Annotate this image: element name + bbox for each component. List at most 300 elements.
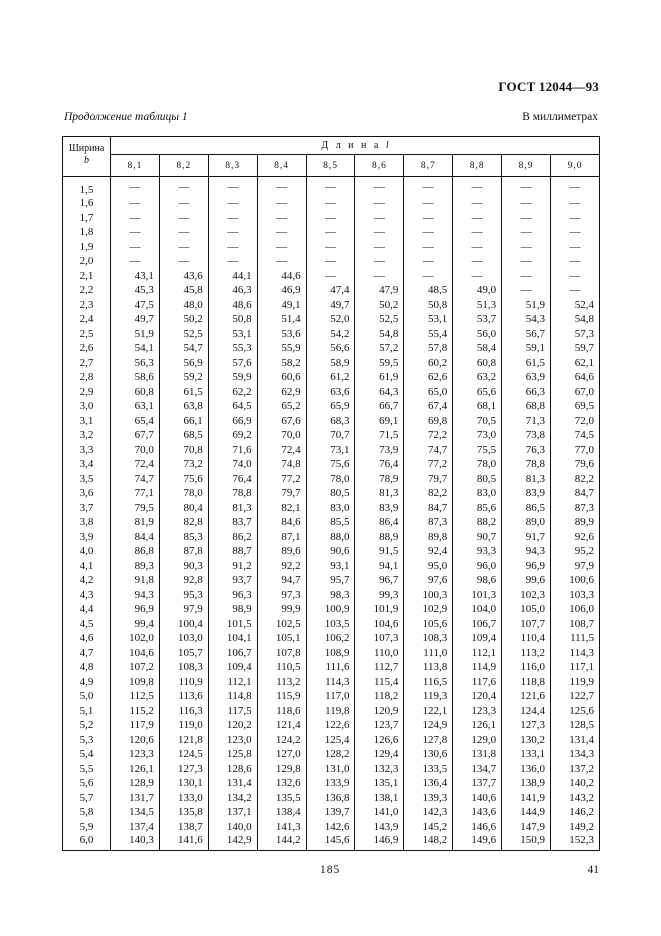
table-cell: 134,3 [551,747,600,762]
table-row [63,443,600,458]
table-cell: 126,6 [355,733,404,748]
width-value: 2,8 [63,370,111,385]
table-cell: 115,2 [111,704,160,719]
table-cell: 143,2 [551,791,600,806]
table-cell: — [306,269,355,284]
table-cell: — [159,225,208,240]
table-cell: 85,3 [159,530,208,545]
table-cell: 47,4 [306,283,355,298]
table-cell: 67,6 [257,414,306,429]
table-cell: 115,4 [355,675,404,690]
table-cell: 114,9 [453,660,502,675]
table-cell: 119,3 [404,689,453,704]
table-row [63,718,600,733]
table-cell: 145,2 [404,820,453,835]
table-cell: 136,8 [306,791,355,806]
table-cell: 141,9 [502,791,551,806]
table-cell: 65,4 [111,414,160,429]
table-cell: 63,2 [453,370,502,385]
table-cell: 127,0 [257,747,306,762]
table-cell: 146,9 [355,834,404,851]
table-cell: 84,4 [111,530,160,545]
table-cell: 106,0 [551,602,600,617]
table-row [63,689,600,704]
table-cell: 90,3 [159,559,208,574]
table-cell: 74,7 [404,443,453,458]
table-cell: 66,7 [355,399,404,414]
table-cell: 106,7 [453,617,502,632]
table-cell: 118,6 [257,704,306,719]
table-cell: 53,1 [208,327,257,342]
table-cell: — [159,240,208,255]
table-cell: 99,6 [502,573,551,588]
table-cell: 54,8 [551,312,600,327]
table-cell: — [306,177,355,197]
table-cell: 59,2 [159,370,208,385]
table-cell: 92,4 [404,544,453,559]
table-cell: 89,3 [111,559,160,574]
table-cell: 113,2 [502,646,551,661]
table-cell: 59,5 [355,356,404,371]
table-cell: 146,2 [551,805,600,820]
table-cell: — [502,177,551,197]
table-cell: 98,9 [208,602,257,617]
width-label: Ширина [68,143,105,154]
table-cell: 60,8 [111,385,160,400]
table-row [63,341,600,356]
table-cell: 89,8 [404,530,453,545]
table-cell: 75,6 [159,472,208,487]
width-value: 6,0 [63,834,111,851]
table-cell: 131,8 [453,747,502,762]
table-row [63,515,600,530]
table-cell: 58,9 [306,356,355,371]
table-cell: 85,5 [306,515,355,530]
table-row [63,225,600,240]
table-cell: 95,0 [404,559,453,574]
table-cell: 135,5 [257,791,306,806]
table-cell: — [159,254,208,269]
table-cell: 131,0 [306,762,355,777]
table-cell: 86,2 [208,530,257,545]
width-value: 3,5 [63,472,111,487]
table-row [63,530,600,545]
table-cell: 136,4 [404,776,453,791]
table-cell: 65,0 [404,385,453,400]
table-row [63,457,600,472]
table-cell: — [404,254,453,269]
table-row [63,820,600,835]
table-cell: — [502,269,551,284]
table-cell: 48,0 [159,298,208,313]
table-cell: — [502,240,551,255]
table-cell: 69,5 [551,399,600,414]
width-header [63,137,111,177]
table-cell: 80,4 [159,501,208,516]
table-cell: — [551,269,600,284]
table-cell: 144,9 [502,805,551,820]
table-row [63,370,600,385]
width-value: 4,9 [63,675,111,690]
table-cell: — [257,196,306,211]
table-cell: 135,1 [355,776,404,791]
table-cell: 95,7 [306,573,355,588]
table-cell: 54,7 [159,341,208,356]
table-cell: 45,3 [111,283,160,298]
table-cell: 50,8 [404,298,453,313]
table-cell: 142,6 [306,820,355,835]
table-cell: 62,1 [551,356,600,371]
table-cell: 138,7 [159,820,208,835]
table-cell: 127,8 [404,733,453,748]
table-row [63,660,600,675]
table-cell: 91,2 [208,559,257,574]
table-cell: 107,2 [111,660,160,675]
width-value: 3,9 [63,530,111,545]
table-cell: — [159,177,208,197]
table-cell: 49,0 [453,283,502,298]
table-cell: 53,7 [453,312,502,327]
table-cell: 56,7 [502,327,551,342]
table-cell: 102,5 [257,617,306,632]
table-cell: 94,3 [111,588,160,603]
table-cell: 73,8 [502,428,551,443]
table-cell: 81,3 [355,486,404,501]
width-value: 2,5 [63,327,111,342]
table-cell: — [111,254,160,269]
column-header-length: 8,6 [355,155,404,177]
table-cell: 51,9 [111,327,160,342]
document-code: ГОСТ 12044—93 [498,79,599,94]
table-row [63,486,600,501]
table-cell: 56,9 [159,356,208,371]
table-cell: 86,8 [111,544,160,559]
length-symbol: l [385,140,389,152]
table-row [63,791,600,806]
column-header-length: 8,2 [159,155,208,177]
width-value: 2,1 [63,269,111,284]
table-cell: 88,7 [208,544,257,559]
units-caption: В миллиметрах [522,111,598,123]
table-cell: 127,3 [159,762,208,777]
table-cell: 65,2 [257,399,306,414]
table-cell: 112,5 [111,689,160,704]
table-cell: 73,9 [355,443,404,458]
column-header-length: 8,7 [404,155,453,177]
table-cell: 147,9 [502,820,551,835]
table-cell: 73,2 [159,457,208,472]
table-cell: 138,9 [502,776,551,791]
table-cell: 113,8 [404,660,453,675]
table-cell: — [111,225,160,240]
table-cell: — [111,196,160,211]
width-value: 4,8 [63,660,111,675]
table-cell: 64,5 [208,399,257,414]
table-cell: 79,7 [257,486,306,501]
table-cell: 128,6 [208,762,257,777]
table-row [63,617,600,632]
table-cell: 150,9 [502,834,551,851]
table-cell: 110,9 [159,675,208,690]
table-cell: 47,5 [111,298,160,313]
table-cell: 49,1 [257,298,306,313]
table-cell: 121,6 [502,689,551,704]
table-cell: 114,3 [551,646,600,661]
table-cell: 97,9 [159,602,208,617]
table-cell: 72,4 [111,457,160,472]
table-row [63,501,600,516]
table-cell: 131,4 [208,776,257,791]
table-cell: 69,2 [208,428,257,443]
width-value: 1,5 [63,177,111,197]
table-cell: 108,9 [306,646,355,661]
table-cell: 124,9 [404,718,453,733]
table-cell: 123,3 [111,747,160,762]
table-cell: 67,4 [404,399,453,414]
table-cell: 103,3 [551,588,600,603]
table-cell: 116,5 [404,675,453,690]
table-cell: — [404,177,453,197]
table-cell: — [306,254,355,269]
width-value: 2,9 [63,385,111,400]
table-cell: 69,1 [355,414,404,429]
table-cell: 105,6 [404,617,453,632]
table-cell: 123,0 [208,733,257,748]
table-cell: 117,6 [453,675,502,690]
table-cell: 50,2 [159,312,208,327]
table-cell: 109,8 [111,675,160,690]
table-cell: 100,6 [551,573,600,588]
table-cell: 85,6 [453,501,502,516]
table-cell: 54,1 [111,341,160,356]
table-cell: 84,7 [551,486,600,501]
table-cell: 126,1 [111,762,160,777]
table-cell: — [551,177,600,197]
table-cell: 152,3 [551,834,600,851]
table-cell: 44,6 [257,269,306,284]
table-cell: — [453,177,502,197]
table-cell: 123,3 [453,704,502,719]
table-cell: 62,9 [257,385,306,400]
table-cell: 96,3 [208,588,257,603]
table-cell: 59,9 [208,370,257,385]
table-cell: 51,3 [453,298,502,313]
column-header-length: 9,0 [551,155,600,177]
table-cell: 87,3 [551,501,600,516]
table-cell: 75,5 [453,443,502,458]
table-cell: 134,2 [208,791,257,806]
width-value: 4,6 [63,631,111,646]
table-cell: 101,3 [453,588,502,603]
table-cell: 140,2 [551,776,600,791]
table-cell: — [257,254,306,269]
table-cell: 94,7 [257,573,306,588]
table-cell: 119,9 [551,675,600,690]
width-value: 5,8 [63,805,111,820]
table-cell: — [404,196,453,211]
table-cell: 110,5 [257,660,306,675]
table-cell: 124,2 [257,733,306,748]
table-cell: 121,4 [257,718,306,733]
table-cell: 79,5 [111,501,160,516]
table-cell: 96,9 [502,559,551,574]
table-row [63,675,600,690]
table-cell: — [159,196,208,211]
table-cell: — [355,225,404,240]
table-cell: 68,8 [502,399,551,414]
table-cell: 132,3 [355,762,404,777]
table-cell: 83,9 [355,501,404,516]
table-cell: — [208,240,257,255]
table-cell: 71,6 [208,443,257,458]
table-cell: 127,3 [502,718,551,733]
table-cell: — [208,211,257,226]
table-cell: — [257,225,306,240]
width-value: 4,3 [63,588,111,603]
table-cell: 135,8 [159,805,208,820]
table-cell: 71,5 [355,428,404,443]
table-cell: 95,3 [159,588,208,603]
table-cell: — [306,240,355,255]
table-cell: 65,6 [453,385,502,400]
table-cell: 142,3 [404,805,453,820]
table-cell: 99,9 [257,602,306,617]
width-value: 4,5 [63,617,111,632]
table-cell: 61,5 [502,356,551,371]
table-cell: 129,0 [453,733,502,748]
table-cell: 72,0 [551,414,600,429]
table-cell: 57,2 [355,341,404,356]
table-cell: 117,1 [551,660,600,675]
table-cell: 52,5 [159,327,208,342]
table-cell: 131,4 [551,733,600,748]
width-value: 5,3 [63,733,111,748]
table-cell: 87,3 [404,515,453,530]
table-cell: 82,2 [404,486,453,501]
table-cell: 128,9 [111,776,160,791]
table-cell: 74,8 [257,457,306,472]
table-cell: 55,4 [404,327,453,342]
table-row [63,704,600,719]
table-cell: 61,2 [306,370,355,385]
width-value: 3,6 [63,486,111,501]
table-cell: — [111,240,160,255]
table-cell: — [208,196,257,211]
width-value: 5,4 [63,747,111,762]
dimensions-table [62,136,600,851]
width-value: 2,2 [63,283,111,298]
table-cell: 88,9 [355,530,404,545]
table-cell: 68,3 [306,414,355,429]
table-cell: 79,7 [404,472,453,487]
table-row [63,631,600,646]
width-value: 1,8 [63,225,111,240]
table-cell: 101,5 [208,617,257,632]
table-cell: 112,1 [453,646,502,661]
table-cell: 50,8 [208,312,257,327]
width-value: 1,6 [63,196,111,211]
table-cell: — [502,225,551,240]
table-cell: 77,0 [551,443,600,458]
table-cell: — [502,196,551,211]
table-cell: 63,1 [111,399,160,414]
table-cell: 93,1 [306,559,355,574]
table-cell: — [111,177,160,197]
table-cell: 105,7 [159,646,208,661]
table-cell: 57,6 [208,356,257,371]
width-value: 4,7 [63,646,111,661]
table-row [63,385,600,400]
table-cell: 82,2 [551,472,600,487]
table-cell: 122,7 [551,689,600,704]
column-header-row [63,155,600,177]
table-cell: 86,5 [502,501,551,516]
table-cell: — [404,269,453,284]
table-continuation-caption: Продолжение таблицы 1 [64,111,188,123]
table-cell: 87,8 [159,544,208,559]
table-cell: 140,0 [208,820,257,835]
table-cell: 82,8 [159,515,208,530]
table-cell: 57,3 [551,327,600,342]
table-cell: — [551,240,600,255]
table-cell: 119,8 [306,704,355,719]
table-cell: 138,1 [355,791,404,806]
column-header-length: 8,5 [306,155,355,177]
width-value: 5,6 [63,776,111,791]
table-cell: 95,2 [551,544,600,559]
table-cell: 60,6 [257,370,306,385]
table-row [63,646,600,661]
table-cell: 91,7 [502,530,551,545]
table-cell: 72,2 [404,428,453,443]
table-cell: 83,7 [208,515,257,530]
table-cell: 102,0 [111,631,160,646]
length-header [111,137,600,155]
table-cell: 97,6 [404,573,453,588]
table-row [63,211,600,226]
table-cell: — [502,254,551,269]
table-cell: 90,7 [453,530,502,545]
table-cell: 70,5 [453,414,502,429]
table-cell: — [355,269,404,284]
table-cell: 48,6 [208,298,257,313]
table-cell: 63,9 [502,370,551,385]
table-cell: 108,3 [404,631,453,646]
width-symbol: b [84,155,89,166]
table-cell: 78,0 [453,457,502,472]
width-value: 5,7 [63,791,111,806]
table-cell: 55,9 [257,341,306,356]
table-cell: 43,1 [111,269,160,284]
table-cell: 111,5 [551,631,600,646]
table-cell: 89,0 [502,515,551,530]
table-cell: 48,5 [404,283,453,298]
table-cell: 68,5 [159,428,208,443]
table-cell: 129,8 [257,762,306,777]
table-cell: 142,9 [208,834,257,851]
table-cell: — [453,211,502,226]
table-cell: — [453,225,502,240]
table-cell: 116,3 [159,704,208,719]
table-cell: — [111,211,160,226]
table-cell: 123,7 [355,718,404,733]
width-value: 5,0 [63,689,111,704]
table-cell: 111,6 [306,660,355,675]
table-cell: 101,9 [355,602,404,617]
width-value: 3,7 [63,501,111,516]
table-cell: 103,0 [159,631,208,646]
table-cell: 66,9 [208,414,257,429]
